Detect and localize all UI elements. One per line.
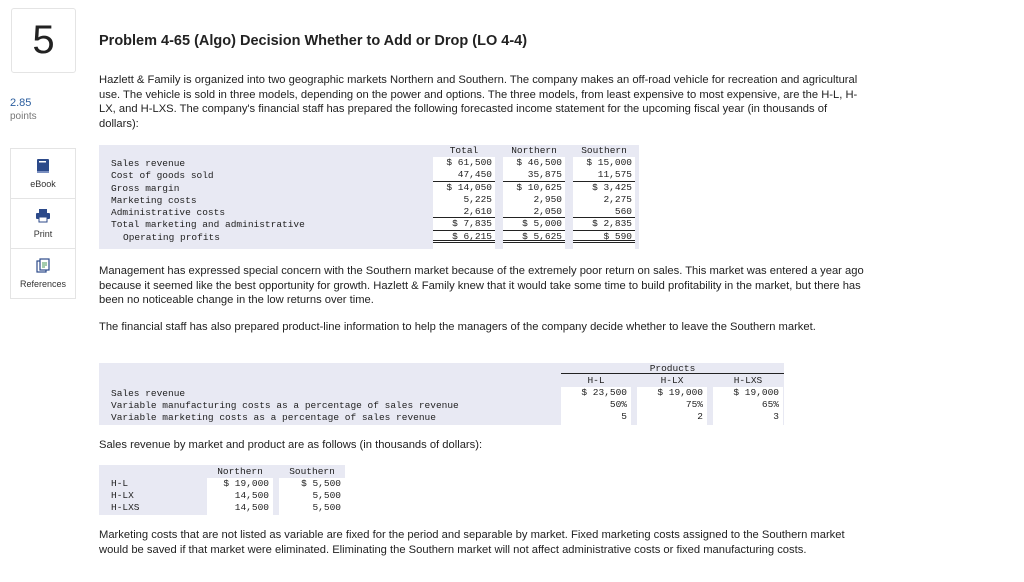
concern-paragraph: Management has expressed special concern with the Southern market because of the extremely poor return on sales. This market was entered a year ago because it seemed like the best opportunity for growth. Hazlett & Family knew that it would take some time to build profitability in the market, but there has been no noticeable change in the low returns over time. bbox=[99, 265, 864, 307]
column-header: H-LXS bbox=[713, 375, 783, 387]
market-sales-labels bbox=[111, 478, 140, 514]
column-header: Southern bbox=[279, 465, 345, 478]
total-column bbox=[433, 145, 495, 249]
cell: $ 23,500 bbox=[581, 387, 627, 398]
row-label: Operating profits bbox=[123, 231, 220, 243]
row-label: Sales revenue bbox=[111, 388, 186, 399]
column-header: Southern bbox=[573, 145, 635, 157]
cell: 3 bbox=[773, 411, 779, 422]
print-label: Print bbox=[33, 229, 53, 239]
cell: 35,875 bbox=[503, 169, 565, 181]
financial-staff-paragraph: The financial staff has also prepared product-line information to help the managers of the company decide whether to leave the Southern market. bbox=[99, 321, 816, 333]
cell: $ 14,050 bbox=[446, 181, 492, 193]
income-statement-labels bbox=[111, 158, 305, 244]
references-button[interactable] bbox=[10, 249, 76, 299]
printer-icon bbox=[36, 208, 50, 224]
column-header: H-LX bbox=[637, 375, 707, 387]
cell: 14,500 bbox=[234, 490, 269, 501]
hl-column bbox=[561, 375, 631, 425]
cell: 5 bbox=[621, 411, 627, 422]
cell: $ 590 bbox=[573, 231, 635, 243]
print-button[interactable] bbox=[10, 199, 76, 249]
column-header: H-L bbox=[561, 375, 631, 387]
row-label: H-LX bbox=[111, 490, 134, 501]
row-label: Cost of goods sold bbox=[111, 170, 214, 182]
cell: $ 15,000 bbox=[586, 157, 632, 168]
hlx-column bbox=[637, 375, 707, 425]
southern-column bbox=[573, 145, 635, 249]
row-label: Variable manufacturing costs as a percentage of sales revenue bbox=[111, 400, 459, 411]
product-info-labels bbox=[111, 388, 459, 424]
points-value: 2.85 bbox=[10, 97, 32, 109]
cell: $ 61,500 bbox=[446, 157, 492, 168]
cell: 65% bbox=[761, 399, 779, 410]
hlxs-column bbox=[713, 375, 783, 425]
cell: $ 19,000 bbox=[223, 478, 269, 489]
question-number: 5 bbox=[11, 8, 76, 73]
northern-column bbox=[503, 145, 565, 249]
cell: 2 bbox=[697, 411, 703, 422]
cell: $ 5,500 bbox=[301, 478, 341, 489]
cell: $ 10,625 bbox=[516, 181, 562, 193]
references-icon bbox=[36, 258, 50, 274]
ebook-button[interactable] bbox=[10, 149, 76, 199]
products-group-header: Products bbox=[561, 363, 784, 374]
cell: 5,500 bbox=[312, 502, 341, 513]
row-label: H-L bbox=[111, 478, 129, 489]
cell: $ 46,500 bbox=[516, 157, 562, 168]
problem-title: Problem 4-65 (Algo) Decision Whether to Add or Drop (LO 4-4) bbox=[99, 33, 528, 49]
row-label: Marketing costs bbox=[111, 194, 197, 206]
cell: $ 7,835 bbox=[433, 218, 495, 230]
column-header: Northern bbox=[503, 145, 565, 157]
sales-by-market-intro: Sales revenue by market and product are as follows (in thousands of dollars): bbox=[99, 439, 483, 451]
cell: $ 5,000 bbox=[503, 218, 565, 230]
cell: 2,610 bbox=[433, 206, 495, 218]
cell: 50% bbox=[609, 399, 627, 410]
row-label: Total marketing and administrative bbox=[111, 219, 305, 231]
row-label: H-LXS bbox=[111, 502, 140, 513]
cell: 5,500 bbox=[312, 490, 341, 501]
cell: 5,225 bbox=[463, 193, 492, 205]
tools-panel bbox=[10, 148, 76, 299]
references-label: References bbox=[19, 279, 67, 289]
row-label: Administrative costs bbox=[111, 207, 226, 219]
column-header: Total bbox=[433, 145, 495, 157]
market-sales-table bbox=[99, 465, 344, 515]
cell: 75% bbox=[685, 399, 703, 410]
cell: 14,500 bbox=[234, 502, 269, 513]
book-icon bbox=[36, 158, 50, 174]
row-label: Variable marketing costs as a percentage of sales revenue bbox=[111, 412, 436, 423]
income-statement-table bbox=[99, 145, 639, 249]
cell: $ 3,425 bbox=[592, 181, 632, 193]
cell: $ 6,215 bbox=[433, 231, 495, 243]
cell: $ 19,000 bbox=[657, 387, 703, 398]
cell: $ 19,000 bbox=[733, 387, 779, 398]
intro-paragraph: Hazlett & Family is organized into two geographic markets Northern and Southern. The company makes an off-road vehicle for recreation and agricultural use. The vehicle is sold in three models, depending on the power and options. The three models, from least expensive to most expensive, are the H-L, H-LX, and H-LXS. The company's financial staff has prepared the following forecasted income statement for the upcoming fiscal year (in thousands of dollars): bbox=[99, 74, 858, 130]
marketing-costs-paragraph: Marketing costs that are not listed as variable are fixed for the period and separable by market. Fixed marketing costs assigned to the Southern market would be saved if that market were eliminated. Eliminating the Southern market will not affect administrative costs or fixed manufacturing costs. bbox=[99, 529, 845, 556]
row-label: Gross margin bbox=[111, 182, 180, 194]
market-southern-column bbox=[279, 465, 345, 515]
ebook-label: eBook bbox=[30, 179, 56, 189]
cell: 560 bbox=[573, 206, 635, 218]
points-label: points bbox=[10, 111, 37, 122]
cell: 11,575 bbox=[573, 169, 635, 181]
points-box bbox=[10, 97, 37, 122]
product-info-table bbox=[99, 363, 784, 425]
cell: $ 2,835 bbox=[573, 218, 635, 230]
cell: 2,050 bbox=[503, 206, 565, 218]
column-header: Northern bbox=[207, 465, 273, 478]
row-label: Sales revenue bbox=[111, 158, 186, 169]
cell: 2,275 bbox=[603, 193, 632, 205]
cell: $ 5,625 bbox=[503, 231, 565, 243]
cell: 47,450 bbox=[433, 169, 495, 181]
cell: 2,950 bbox=[533, 193, 562, 205]
market-northern-column bbox=[207, 465, 273, 515]
